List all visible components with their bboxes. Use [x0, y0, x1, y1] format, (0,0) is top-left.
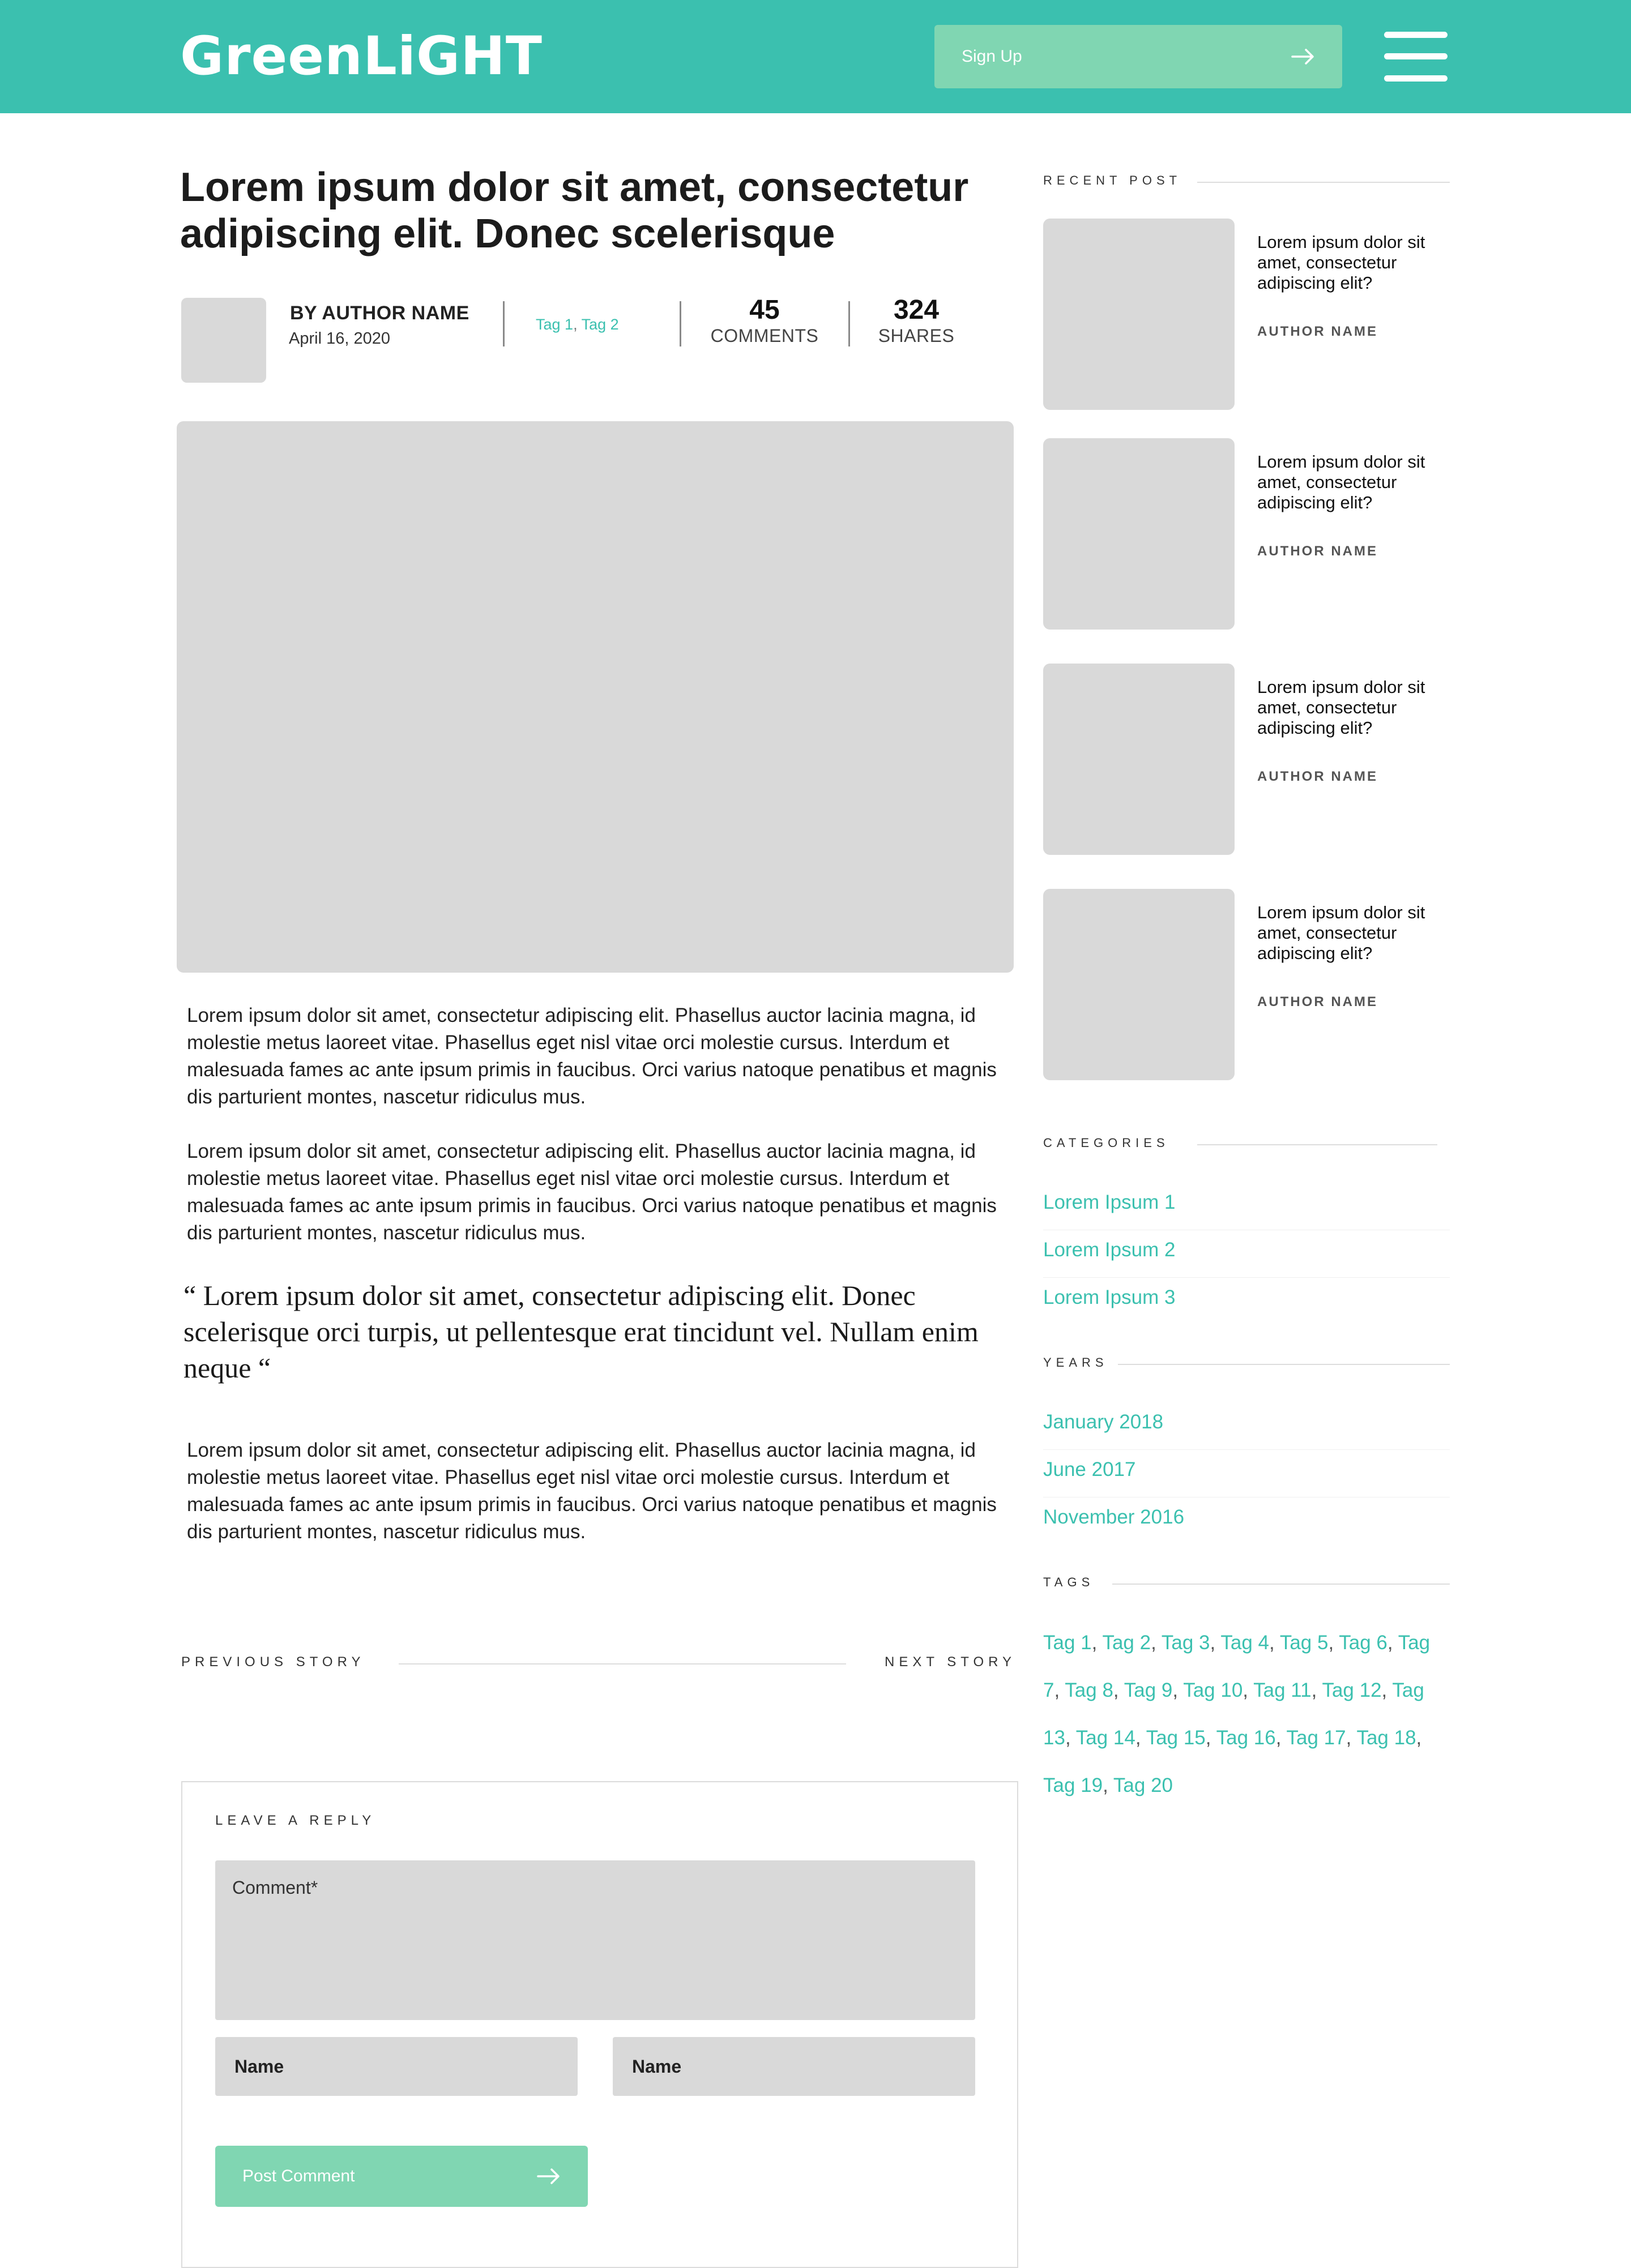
recent-post-title[interactable]: Lorem ipsum dolor sit amet, consectetur adipiscing elit? [1257, 232, 1425, 293]
tag-link[interactable]: Tag 16 [1216, 1727, 1276, 1749]
tag-separator: , [1054, 1679, 1065, 1701]
divider [1118, 1364, 1450, 1365]
name-field[interactable] [215, 2037, 578, 2096]
article-tags: Tag 1, Tag 2 [536, 316, 619, 333]
arrow-right-icon [1291, 48, 1315, 65]
tag-separator: , [1091, 1632, 1103, 1654]
tag-separator: , [1205, 1727, 1216, 1749]
tag-cloud [1043, 1619, 1451, 1809]
divider [1197, 1144, 1437, 1145]
hamburger-menu-icon[interactable] [1384, 32, 1448, 82]
tag-separator: , [1210, 1632, 1221, 1654]
tag-link[interactable]: Tag 6 [1339, 1632, 1387, 1654]
logo[interactable]: GreenLiGHT [180, 25, 543, 87]
tag-link[interactable]: Tag 8 [1065, 1679, 1113, 1701]
tag-separator: , [1328, 1632, 1339, 1654]
categories-heading: CATEGORIES [1043, 1136, 1169, 1150]
tag-separator: , [1311, 1679, 1322, 1701]
recent-post-thumbnail[interactable] [1043, 438, 1235, 630]
tag-separator: , [1243, 1679, 1254, 1701]
tag-link[interactable]: Tag 19 [1043, 1774, 1103, 1796]
divider [1197, 182, 1450, 183]
year-link[interactable]: November 2016 [1043, 1506, 1185, 1528]
divider [848, 301, 850, 346]
divider [1043, 1449, 1450, 1450]
tag-link[interactable]: Tag 1 [536, 316, 574, 333]
article-title: Lorem ipsum dolor sit amet, consectetur adipiscing elit. Donec scelerisque [180, 165, 969, 256]
article-paragraph: Lorem ipsum dolor sit amet, consectetur adipiscing elit. Phasellus auctor lacinia magna, id molestie metus laoreet vitae. Phasellus eget nisl vitae orci molestie cursus. Interdum et malesuada fames ac ante ipsum primis in faucibus. Orci varius natoque penatibus et magnis dis parturient montes, nascetur ridiculus mus. [187, 1439, 997, 1543]
tag-separator: , [1387, 1632, 1398, 1654]
recent-post-author: AUTHOR NAME [1257, 544, 1378, 559]
shares-count: 324 [893, 295, 940, 325]
tag-link[interactable]: Tag 17 [1286, 1727, 1346, 1749]
signup-button[interactable] [934, 25, 1342, 88]
category-link[interactable]: Lorem Ipsum 1 [1043, 1191, 1176, 1213]
recent-post-author: AUTHOR NAME [1257, 324, 1378, 339]
tag-link[interactable]: Tag 3 [1161, 1632, 1210, 1654]
recent-post-thumbnail[interactable] [1043, 219, 1235, 410]
tag-separator: , [1065, 1727, 1076, 1749]
tag-link[interactable]: Tag 2 [581, 316, 619, 333]
tag-separator: , [1135, 1727, 1146, 1749]
signup-label: Sign Up [962, 47, 1022, 66]
comments-stat[interactable] [708, 294, 821, 346]
tag-link[interactable]: Tag 4 [1220, 1632, 1269, 1654]
author-avatar [181, 298, 266, 383]
recent-post-author: AUTHOR NAME [1257, 994, 1378, 1009]
arrow-right-icon [537, 2168, 561, 2185]
tag-separator: , [1113, 1679, 1124, 1701]
reply-title: LEAVE A REPLY [215, 1813, 376, 1828]
tag-link[interactable]: Tag 12 [1322, 1679, 1382, 1701]
category-link[interactable]: Lorem Ipsum 3 [1043, 1286, 1176, 1308]
tag-separator: , [1269, 1632, 1280, 1654]
tag-link[interactable]: Tag 7 [1043, 1632, 1431, 1701]
shares-label: SHARES [878, 326, 955, 346]
next-story-link[interactable]: NEXT STORY [885, 1654, 1017, 1670]
tag-link[interactable]: Tag 15 [1146, 1727, 1206, 1749]
tag-separator: , [1103, 1774, 1113, 1796]
author-name[interactable]: BY AUTHOR NAME [290, 302, 469, 324]
comment-input[interactable] [215, 1860, 975, 2020]
divider [503, 301, 505, 346]
tag-link[interactable]: Tag 9 [1124, 1679, 1173, 1701]
name-field-2[interactable] [613, 2037, 975, 2096]
comments-count: 45 [749, 295, 780, 325]
recent-post-thumbnail[interactable] [1043, 889, 1235, 1080]
year-link[interactable]: January 2018 [1043, 1411, 1164, 1433]
recent-post-thumbnail[interactable] [1043, 664, 1235, 855]
tag-separator: , [1172, 1679, 1184, 1701]
year-link[interactable]: June 2017 [1043, 1458, 1136, 1480]
tag-link[interactable]: Tag 2 [1102, 1632, 1151, 1654]
recent-post-title[interactable]: Lorem ipsum dolor sit amet, consectetur adipiscing elit? [1257, 902, 1425, 963]
post-comment-label: Post Comment [242, 2167, 355, 2185]
divider [1043, 1277, 1450, 1278]
recent-post-title[interactable]: Lorem ipsum dolor sit amet, consectetur adipiscing elit? [1257, 452, 1425, 512]
tag-separator: , [1416, 1727, 1422, 1749]
tag-link[interactable]: Tag 5 [1279, 1632, 1329, 1654]
post-comment-button[interactable] [215, 2146, 588, 2207]
category-link[interactable]: Lorem Ipsum 2 [1043, 1239, 1176, 1261]
pull-quote: “ Lorem ipsum dolor sit amet, consectetur adipiscing elit. Donec scelerisque orci turpis, ut pellentesque erat tincidunt vel. Nullam enim neque “ [183, 1280, 979, 1384]
recent-post-heading: RECENT POST [1043, 173, 1182, 187]
comments-label: COMMENTS [710, 326, 819, 346]
recent-post-author: AUTHOR NAME [1257, 769, 1378, 784]
tag-link[interactable]: Tag 14 [1075, 1727, 1135, 1749]
recent-post-title[interactable]: Lorem ipsum dolor sit amet, consectetur adipiscing elit? [1257, 677, 1425, 738]
years-heading: YEARS [1043, 1355, 1108, 1370]
tag-link[interactable]: Tag 11 [1253, 1679, 1312, 1701]
tag-link[interactable]: Tag 10 [1183, 1679, 1243, 1701]
tag-link[interactable]: Tag 20 [1113, 1774, 1173, 1796]
previous-story-link[interactable]: PREVIOUS STORY [181, 1654, 365, 1670]
tag-link[interactable]: Tag 13 [1043, 1679, 1424, 1749]
tag-separator: , [1151, 1632, 1162, 1654]
tag-link[interactable]: Tag 18 [1356, 1727, 1416, 1749]
article-paragraph: Lorem ipsum dolor sit amet, consectetur adipiscing elit. Phasellus auctor lacinia magna, id molestie metus laoreet vitae. Phasellus eget nisl vitae orci molestie cursus. Interdum et malesuada fames ac ante ipsum primis in faucibus. Orci varius natoque penatibus et magnis dis parturient montes, nascetur ridiculus mus. [187, 1140, 997, 1244]
article-paragraph: Lorem ipsum dolor sit amet, consectetur adipiscing elit. Phasellus auctor lacinia magna, id molestie metus laoreet vitae. Phasellus eget nisl vitae orci molestie cursus. Interdum et malesuada fames ac ante ipsum primis in faucibus. Orci varius natoque penatibus et magnis dis parturient montes, nascetur ridiculus mus. [187, 1004, 997, 1108]
divider [680, 301, 681, 346]
tag-link[interactable]: Tag 1 [1043, 1632, 1092, 1654]
shares-stat[interactable] [866, 294, 966, 346]
tags-heading: TAGS [1043, 1575, 1095, 1589]
post-date: April 16, 2020 [289, 329, 390, 348]
tag-separator: , [1275, 1727, 1287, 1749]
hero-image [177, 421, 1014, 973]
divider [399, 1663, 846, 1664]
tag-separator: , [1346, 1727, 1357, 1749]
divider [1112, 1584, 1450, 1585]
tag-separator: , [1381, 1679, 1393, 1701]
